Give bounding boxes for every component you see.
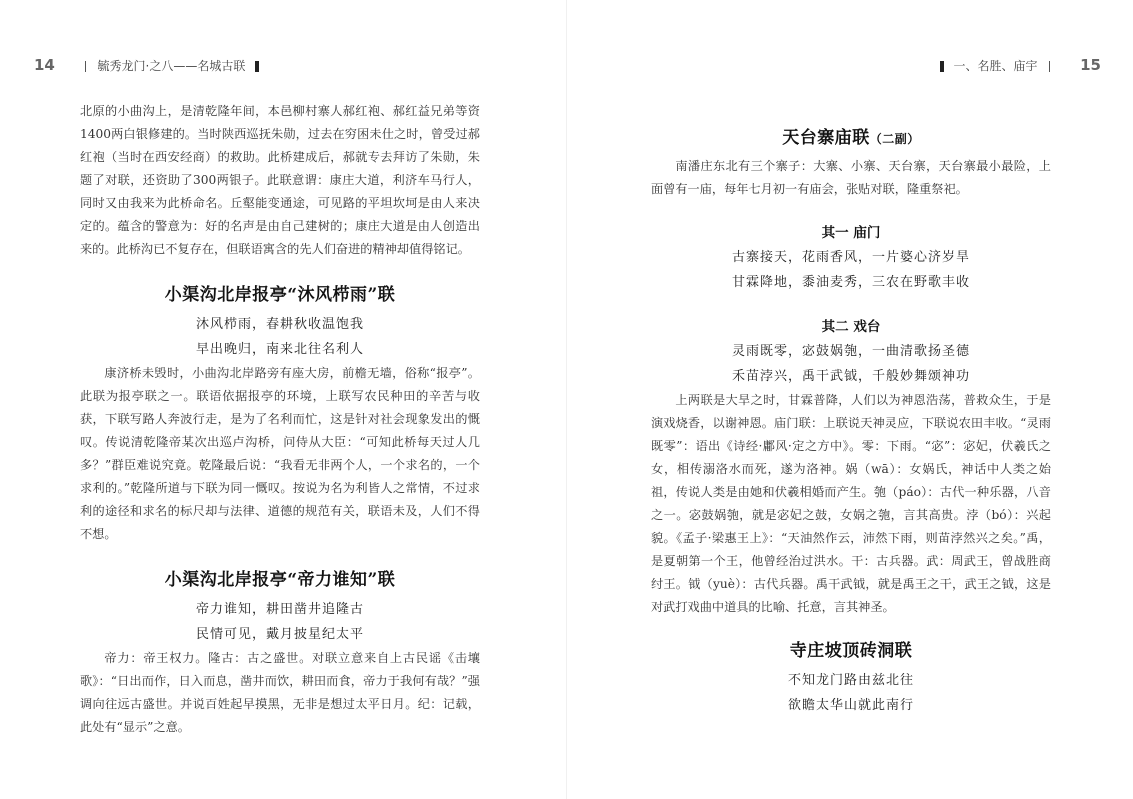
couplet-subtitle: 其二 戏台 <box>821 319 881 335</box>
header-divider <box>1049 61 1050 72</box>
left-page-number: 14 <box>34 56 55 74</box>
left-running-header <box>34 56 265 74</box>
couplet-subtitle: 其一 庙门 <box>821 225 881 241</box>
couplet-line-upper: 灵雨既零，宓鼓娲匏，一曲清歌扬圣德 <box>731 344 970 359</box>
left-running-head-text: 毓秀龙门·之八——名城古联 <box>97 59 246 73</box>
section-title: 小渠沟北岸报亭“帝力谁知”联 <box>164 570 396 590</box>
right-page <box>566 0 1133 799</box>
left-text-column <box>80 100 480 739</box>
section-paragraph: 上两联是大旱之时，甘霖普降，人们以为神恩浩荡，普救众生，于是演戏烧香，以谢神恩。庙门联：上联说天神灵应，下联说农田丰收。“灵雨既零”：语出《诗经·鄘风·定之方中》。零：下雨。“宓”：宓妃，伏羲氏之女，相传溺洛水而死，遂为洛神。娲（wā）：女娲氏，神话中人类之始祖，传说人类是由她和伏羲相婚而产生。匏（páo）：古代一种乐器，八音之一。宓鼓娲匏，就是宓妃之鼓，女娲之匏，言其高贵。浡（bó）：兴起貌。《孟子·梁惠王上》：“天油然作云，沛然下雨，则苗浡然兴之矣。”禹，是夏朝第一个王，他曾经治过洪水。干：古兵器。武：周武王，曾战胜商纣王。钺（yuè）：古代兵器。禹干武钺，就是禹王之干，武王之钺，这是对武打戏曲中道具的比喻、托意，言其神圣。 <box>651 393 1051 614</box>
couplet-line-upper: 古寨接天，花雨香风，一片婆心济岁旱 <box>731 250 970 265</box>
couplet-line-lower: 早出晚归，南来北往名利人 <box>195 342 364 357</box>
section-title-text: 天台寨庙联 <box>782 128 870 148</box>
section-title: 寺庄坡顶砖洞联 <box>789 641 913 661</box>
intro-paragraph: 北原的小曲沟上，是清乾隆年间，本邑柳村寨人郝红袍、郝红益兄弟等资1400两白银修建的。当时陕西巡抚朱勋，过去在穷困未仕之时，曾受过郝红袍（当时在西安经商）的救助。此桥建成后，郝就专去拜访了朱勋，朱题了对联，还资助了300两银子。此联意谓：康庄大道，利济车马行人，同时又由我来为此桥命名。丘壑能变通途，可见路的平坦坎坷是由人来决定的。蕴含的警意为：好的名声是由自己建树的；康庄大道是由人创造出来的。此桥沟已不复存在，但联语寓含的先人们奋进的精神却值得铭记。 <box>80 104 480 256</box>
right-page-number: 15 <box>1080 56 1101 74</box>
section-paragraph: 帝力：帝王权力。隆古：古之盛世。对联立意来自上古民谣《击壤歌》：“日出而作，日入而息，凿井而饮，耕田而食，帝力于我何有哉？”强调向往远古盛世。并说百姓起早摸黑，无非是想过太平日月。纪：记载，此处有“显示”之意。 <box>80 651 480 734</box>
header-block-mark <box>255 61 259 72</box>
section-paragraph: 康济桥未毁时，小曲沟北岸路旁有座大房，前檐无墙，俗称“报亭”。此联为报亭联之一。联语依据报亭的环境，上联写农民种田的辛苦与收获，下联写路人奔波行走，是为了名利而忙，这是针对社会现象发出的慨叹。传说清乾隆帝某次出巡卢沟桥，问侍从大臣：“可知此桥每天过人几多？”群臣难说究竟。乾隆最后说：“我看无非两个人，一个求名的，一个求利的。”乾隆所道与下联为同一慨叹。按说为名为利皆人之常情，不过求利的途径和求名的标尺却与法律、道德的规范有关，联语未及，人们不得不想。 <box>80 366 480 541</box>
couplet-line-upper: 帝力谁知，耕田凿井追隆古 <box>195 602 364 617</box>
section-intro-paragraph: 南潘庄东北有三个寨子：大寨、小寨、天台寨，天台寨最小最险，上面曾有一庙，每年七月初一有庙会，张贴对联，隆重祭祀。 <box>651 159 1051 196</box>
section-title: 小渠沟北岸报亭“沐风栉雨”联 <box>164 285 396 305</box>
couplet-line-lower: 欲瞻太华山就此南行 <box>787 698 914 713</box>
right-running-head-text: 一、名胜、庙宇 <box>953 59 1038 73</box>
section-title-note: （二副） <box>869 132 920 146</box>
right-text-column <box>651 124 1051 718</box>
right-running-header <box>934 56 1101 74</box>
couplet-line-upper: 不知龙门路由兹北往 <box>787 673 914 688</box>
header-block-mark <box>940 61 944 72</box>
left-page <box>0 0 566 799</box>
header-divider <box>85 61 86 72</box>
couplet-line-lower: 禾苗浡兴，禹干武钺，千般妙舞颂神功 <box>731 369 970 384</box>
couplet-line-lower: 民情可见，戴月披星纪太平 <box>195 627 364 642</box>
section-title <box>651 124 1051 153</box>
couplet-line-upper: 沐风栉雨，春耕秋收温饱我 <box>195 317 364 332</box>
couplet-line-lower: 甘霖降地，黍油麦秀，三农在野歌丰收 <box>731 275 970 290</box>
